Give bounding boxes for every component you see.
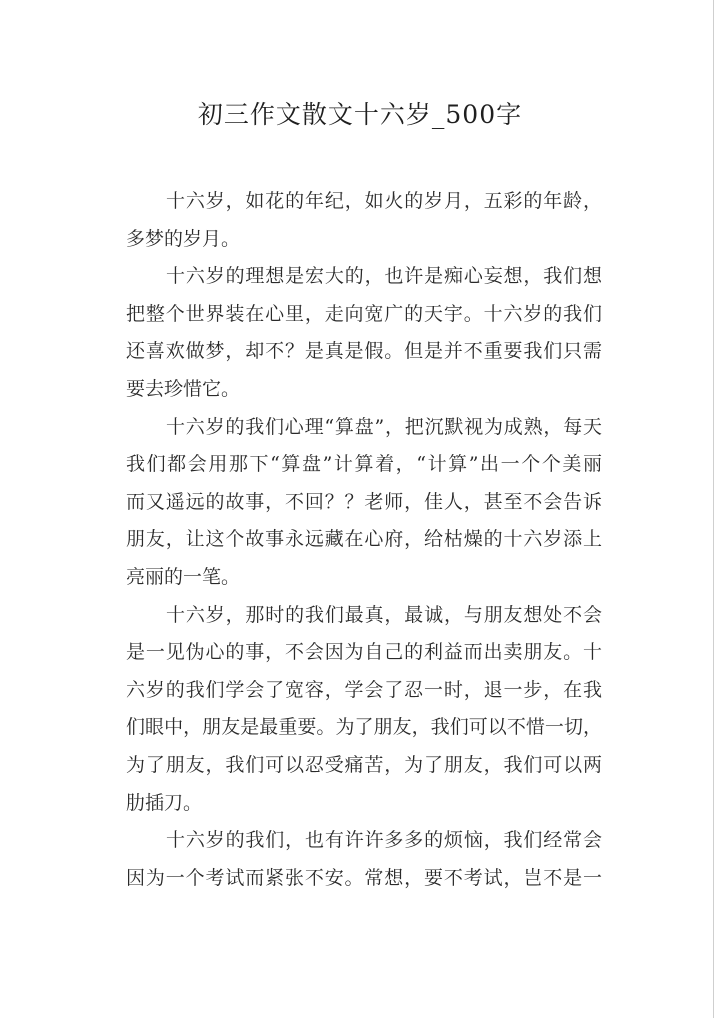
paragraph-line: 把整个世界装在心里，走向宽广的天宇。十六岁的我们: [126, 302, 602, 325]
paragraph-line: 我们都会用那下“算盘”计算着，“计算”出一个个美丽: [126, 453, 602, 476]
paragraph-1: [126, 183, 602, 258]
page-edge-line: [713, 0, 714, 1018]
paragraph-line: 十六岁的理想是宏大的，也许是痴心妄想，我们想: [166, 265, 602, 288]
paragraph-line: 十六岁的我们心理“算盘”，把沉默视为成熟，每天: [166, 415, 602, 438]
paragraph-5: [126, 822, 602, 897]
paragraph-line: 朋友，让这个故事永远藏在心府，给枯燥的十六岁添上: [126, 528, 602, 551]
document-title: 初三作文散文十六岁_500字: [197, 100, 523, 129]
paragraph-line: 们眼中，朋友是最重要。为了朋友，我们可以不惜一切，: [126, 716, 602, 739]
paragraph-line: 亮丽的一笔。: [126, 565, 241, 588]
document-body: [126, 183, 602, 897]
paragraph-line: 六岁的我们学会了宽容，学会了忍一时，退一步，在我: [126, 678, 602, 701]
paragraph-line: 而又遥远的故事，不回？？老师，佳人，甚至不会告诉: [126, 490, 602, 513]
paragraph-2: [126, 258, 602, 408]
paragraph-line: 还喜欢做梦，却不？是真是假。但是并不重要我们只需: [126, 340, 602, 363]
paragraph-line: 因为一个考试而紧张不安。常想，要不考试，岂不是一: [126, 866, 602, 889]
paragraph-line: 为了朋友，我们可以忍受痛苦，为了朋友，我们可以两: [126, 753, 602, 776]
paragraph-line: 肋插刀。: [126, 791, 203, 814]
paragraph-line: 十六岁，那时的我们最真，最诚，与朋友想处不会: [166, 603, 602, 626]
paragraph-line: 要去珍惜它。: [126, 377, 241, 400]
paragraph-line: 十六岁的我们，也有许许多多的烦恼，我们经常会: [166, 829, 602, 852]
paragraph-line: 多梦的岁月。: [126, 227, 241, 250]
paragraph-4: [126, 597, 602, 823]
paragraph-line: 十六岁，如花的年纪，如火的岁月，五彩的年龄，: [166, 190, 602, 212]
paragraph-3: [126, 409, 602, 597]
paragraph-line: 是一见伪心的事，不会因为自己的利益而出卖朋友。十: [126, 641, 602, 664]
